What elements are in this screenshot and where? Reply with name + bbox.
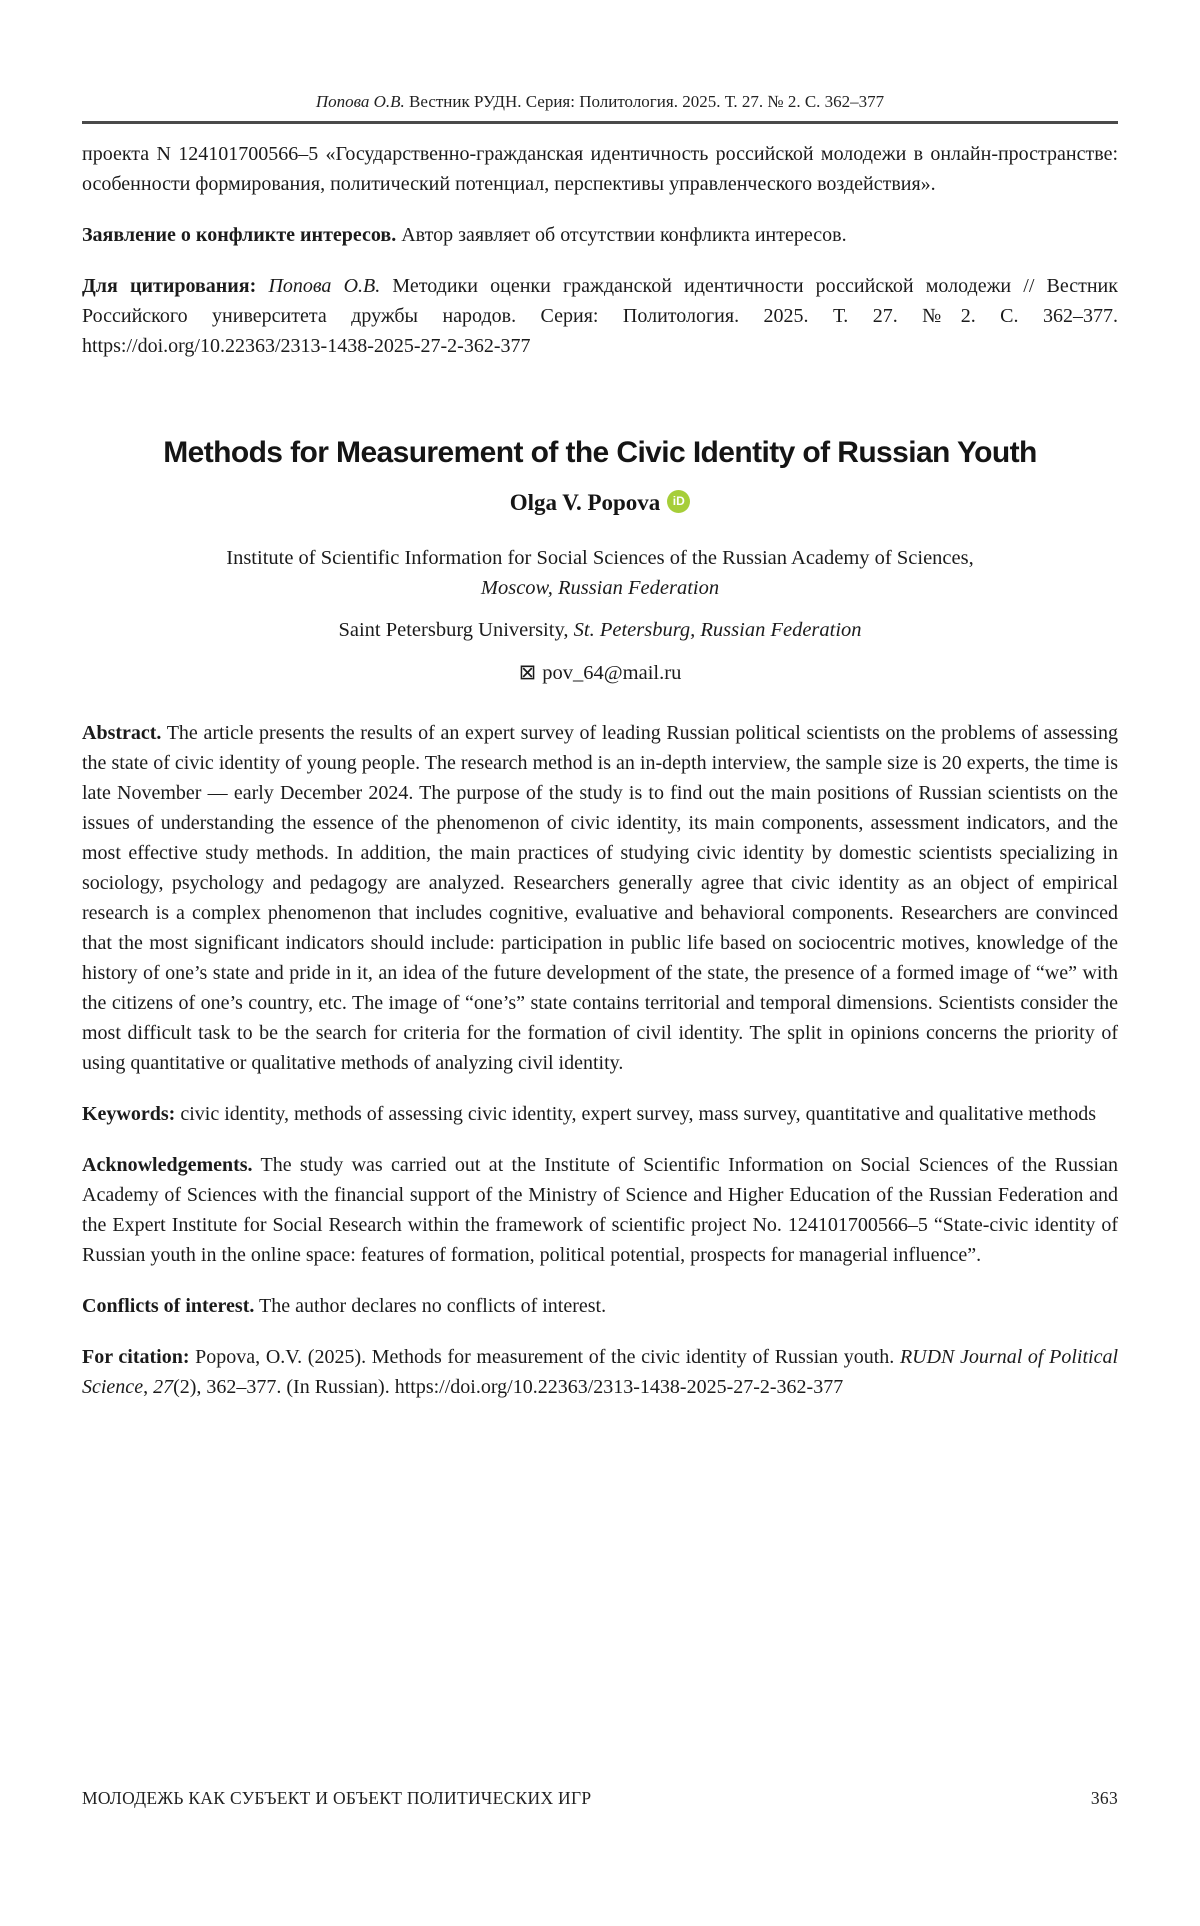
- citation-en-label: For citation:: [82, 1346, 190, 1368]
- keywords-paragraph: [82, 1099, 1118, 1129]
- grant-text: проекта N 124101700566–5 «Государственно-гражданская идентичность российской молодежи в онлайн-пространстве: особенности формирования, политический потенциал, перспективы управленческого воздействия».: [82, 143, 1118, 195]
- conflict-ru-paragraph: [82, 220, 1118, 250]
- running-head: [82, 92, 1118, 112]
- running-head-journal: Вестник РУДН. Серия: Политология. 2025. Т. 27. № 2. С. 362–377: [404, 92, 885, 111]
- page-footer: [82, 1788, 1118, 1809]
- acknowledgements-paragraph: [82, 1150, 1118, 1270]
- article-page: [0, 92, 1200, 1808]
- affiliation-1-location: Moscow, Russian Federation: [480, 577, 720, 599]
- conflicts-en-label: Conflicts of interest.: [82, 1295, 255, 1317]
- keywords-text: civic identity, methods of assessing civic identity, expert survey, mass survey, quantitative and qualitative methods: [175, 1103, 1097, 1125]
- acknowledgements-label: Acknowledgements.: [82, 1154, 253, 1176]
- citation-en-post: (2), 362–377. (In Russian). https://doi.org/10.22363/2313-1438-2025-27-2-362-377: [173, 1376, 844, 1398]
- article-title: Methods for Measurement of the Civic Identity of Russian Youth: [163, 436, 1037, 469]
- abstract-label: Abstract.: [82, 722, 162, 744]
- running-head-author: Попова О.В.: [315, 92, 405, 111]
- author-line: [82, 490, 1118, 516]
- affiliation-1: [82, 543, 1118, 603]
- citation-en-paragraph: [82, 1342, 1118, 1402]
- abstract-paragraph: [82, 718, 1118, 1078]
- footer-section-title: МОЛОДЕЖЬ КАК СУБЪЕКТ И ОБЪЕКТ ПОЛИТИЧЕСКИХ ИГР: [82, 1788, 592, 1808]
- affiliation-2-name: Saint Petersburg University,: [338, 619, 574, 641]
- page-number: 363: [1090, 1788, 1118, 1808]
- abstract-text: The article presents the results of an expert survey of leading Russian political scientists on the problems of assessing the state of civic identity of young people. The research method is an in-depth interview, the sample size is 20 experts, the time is late November — early December 2024. The purpose of the study is to find out the main positions of Russian scientists on the issues of understanding the essence of the phenomenon of civic identity, its main components, assessment indicators, and the most effective study methods. In addition, the main practices of studying civic identity by domestic scientists specializing in sociology, psychology and pedagogy are analyzed. Researchers generally agree that civic identity as an object of empirical research is a complex phenomenon that includes cognitive, evaluative and behavioral components. Researchers are convinced that the most significant indicators should include: participation in public life based on sociocentric motives, knowledge of the history of one’s state and pride in it, an idea of the future development of the state, the presence of a formed image of “we” with the citizens of one’s country, etc. The image of “one’s” state contains territorial and temporal dimensions. Scientists consider the most difficult task to be the search for criteria for the formation of civil identity. The split in opinions concerns the priority of using quantitative or qualitative methods of analyzing civil identity.: [82, 722, 1118, 1074]
- keywords-label: Keywords:: [82, 1103, 176, 1125]
- email-address[interactable]: pov_64@mail.ru: [542, 662, 682, 684]
- conflict-ru-label: Заявление о конфликте интересов.: [82, 224, 397, 246]
- orcid-icon[interactable]: iD: [667, 490, 690, 513]
- citation-ru-text: Методики оценки гражданской идентичности российской молодежи // Вестник Российского университета дружбы народов. Серия: Политология. 2025. Т. 27. №2. С. 362–377. https://doi.org/10.22363/2313-1438-2025-27-2-362-377: [82, 275, 1118, 357]
- email-line: [82, 660, 1118, 685]
- conflict-ru-text: Автор заявляет об отсутствии конфликта интересов.: [396, 224, 847, 246]
- author-name: Olga V. Popova: [509, 490, 661, 515]
- citation-ru-paragraph: [82, 271, 1118, 361]
- affiliation-2: [82, 615, 1118, 645]
- conflicts-en-paragraph: [82, 1291, 1118, 1321]
- header-rule: [82, 121, 1118, 124]
- grant-continuation-paragraph: [82, 139, 1118, 199]
- conflicts-en-text: The author declares no conflicts of interest.: [254, 1295, 607, 1317]
- citation-ru-author: Попова О.В.: [268, 275, 381, 297]
- citation-ru-label: Для цитирования:: [82, 275, 269, 297]
- acknowledgements-text: The study was carried out at the Institute of Scientific Information on Social Sciences of the Russian Academy of Sciences with the financial support of the Ministry of Science and Higher Education of the Russian Federation and the Expert Institute for Social Research within the framework of scientific project No. 124101700566–5 “State-civic identity of Russian youth in the online space: features of formation, political potential, prospects for managerial influence”.: [82, 1154, 1118, 1266]
- citation-en-mid: ,: [143, 1376, 154, 1398]
- citation-en-pre: Popova, O.V. (2025). Methods for measurement of the civic identity of Russian youth.: [189, 1346, 900, 1368]
- envelope-icon: ⊠: [518, 660, 537, 684]
- citation-en-volume: 27: [153, 1376, 174, 1398]
- affiliation-1-name: Institute of Scientific Information for Social Sciences of the Russian Academy of Sciences,: [226, 547, 974, 569]
- affiliation-2-location: St. Petersburg, Russian Federation: [573, 619, 862, 641]
- citation-en-journal: RUDN Journal of Political Science: [82, 1346, 1119, 1398]
